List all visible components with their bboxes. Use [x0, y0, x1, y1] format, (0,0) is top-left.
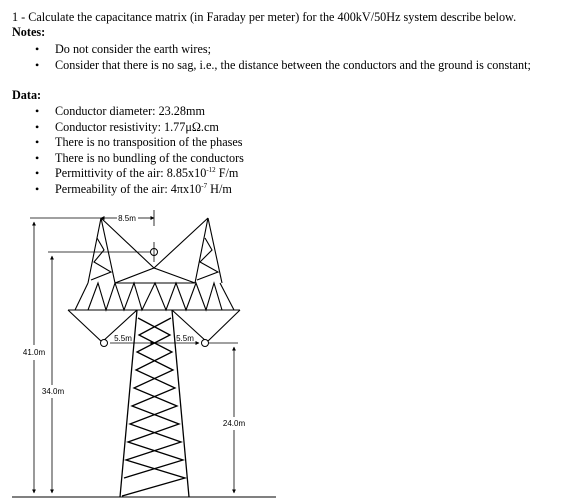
dim-top-label: 8.5m	[118, 214, 136, 223]
data-item-resistivity: Conductor resistivity: 1.77μΩ.cm	[55, 120, 219, 134]
bullet-icon: •	[35, 166, 40, 180]
dimension-8-5m	[101, 210, 154, 226]
bullet-icon: •	[35, 182, 40, 196]
tower-cross-arm	[68, 283, 240, 342]
bullet-icon: •	[35, 104, 40, 118]
height-total-label: 41.0m	[22, 348, 46, 357]
data-item-permittivity: Permittivity of the air: $8.85x10^{-12}$ F/m	[55, 166, 239, 180]
question-text: 1 - Calculate the capacitance matrix (in Faraday per meter) for the 400kV/50Hz system describe below.	[12, 10, 517, 24]
height-earth-wires-label: 34.0m	[41, 387, 65, 396]
bullet-icon: •	[35, 120, 40, 134]
data-item-permeability: Permeability of the air: $4\pi x10^{-7}$ H/m	[55, 182, 232, 196]
note-item: Do not consider the earth wires;	[55, 42, 212, 56]
dimension-24m	[209, 343, 245, 493]
bullet-icon: •	[35, 135, 40, 149]
transmission-tower-diagram	[0, 200, 568, 502]
note-item: Consider that there is no sag, i.e., the distance between the conductors and the ground is constant;	[55, 58, 531, 72]
dim-right-phase-label: 5.5m	[176, 334, 194, 343]
bullet-icon: •	[35, 151, 40, 165]
dimension-5-5m-right	[154, 334, 199, 343]
data-heading: Data:	[12, 88, 42, 102]
notes-heading: Notes:	[12, 25, 46, 39]
bullet-icon: •	[35, 58, 40, 72]
data-item-bundling: There is no bundling of the conductors	[55, 151, 244, 165]
height-conductors-label: 24.0m	[222, 419, 246, 428]
data-item-diameter: Conductor diameter: 23.28mm	[55, 104, 205, 118]
dim-left-phase-label: 5.5m	[114, 334, 132, 343]
dimension-41m	[23, 218, 101, 493]
data-item-transposition: There is no transposition of the phases	[55, 135, 243, 149]
conductor-markers	[101, 249, 209, 347]
bullet-icon: •	[35, 42, 40, 56]
dimension-5-5m-left	[110, 334, 154, 343]
